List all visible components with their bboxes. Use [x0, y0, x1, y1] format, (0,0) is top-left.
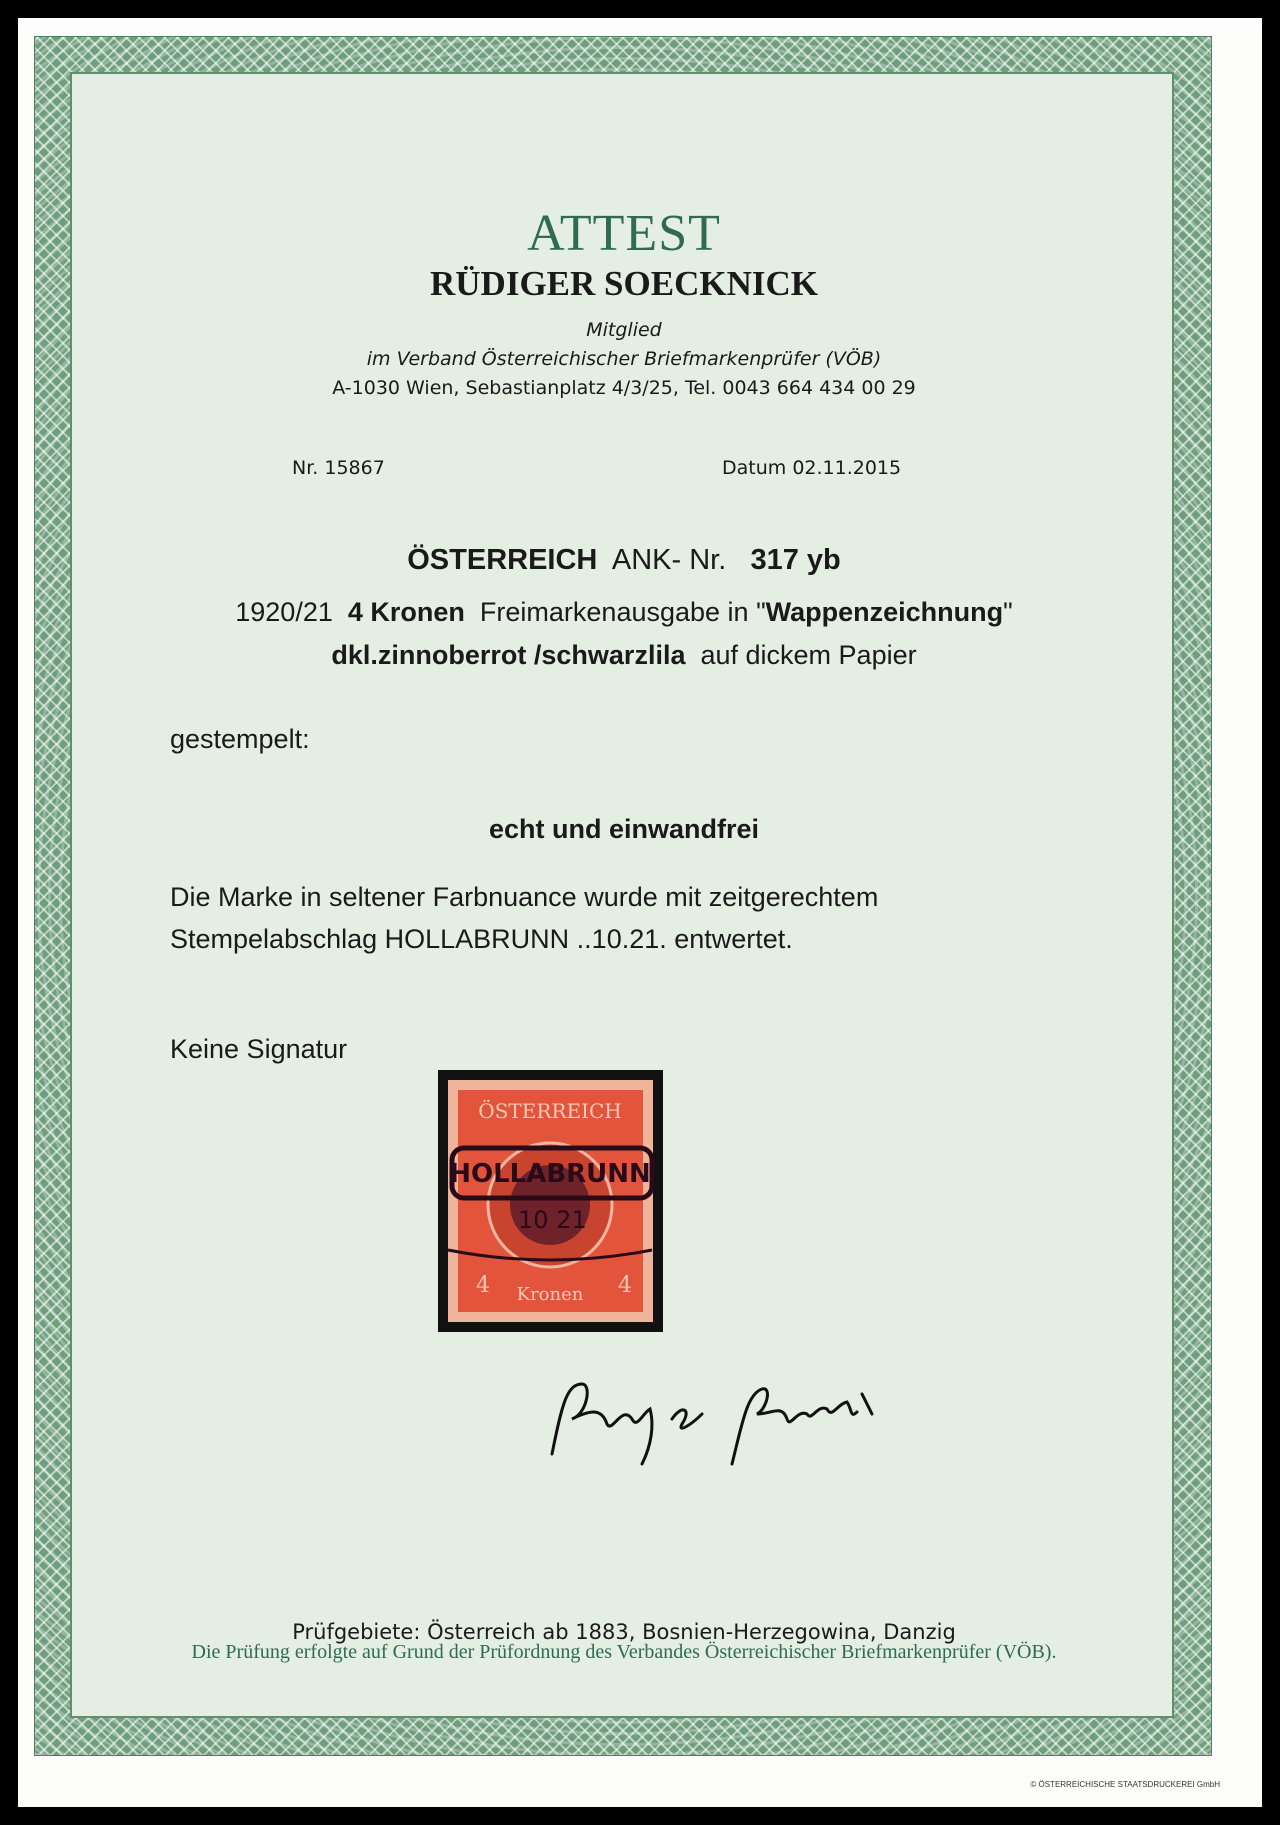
signature-note: Keine Signatur	[170, 1034, 348, 1064]
svg-text:HOLLABRUNN: HOLLABRUNN	[449, 1159, 651, 1189]
address-line: A-1030 Wien, Sebastianplatz 4/3/25, Tel. 0043 664 434 00 29	[332, 377, 916, 399]
svg-text:4: 4	[476, 1273, 490, 1298]
verdict: echt und einwandfrei	[488, 814, 760, 844]
denomination: 4 Kronen	[347, 597, 465, 627]
certificate-title: ATTEST	[527, 205, 721, 262]
issue-close: "	[1003, 597, 1013, 627]
svg-text:ÖSTERREICH: ÖSTERREICH	[478, 1099, 622, 1123]
stamp-catalog-line	[72, 544, 1176, 577]
remark-line-2: Stempelabschlag HOLLABRUNN ..10.21. entwertet.	[170, 924, 793, 954]
exam-areas: Prüfgebiete: Österreich ab 1883, Bosnien-Herzegowina, Danzig	[292, 1620, 956, 1644]
catalog-label: ANK- Nr.	[611, 544, 727, 576]
svg-text:Kronen: Kronen	[516, 1284, 584, 1305]
stamp-color-line	[72, 640, 1176, 671]
member-label: Mitglied	[586, 319, 662, 341]
handwritten-signature	[532, 1364, 892, 1474]
svg-text:4: 4	[618, 1273, 632, 1298]
issue-year: 1920/21	[235, 597, 333, 627]
status-label: gestempelt:	[170, 724, 310, 754]
association-line: im Verband Österreichischer Briefmarkenprüfer (VÖB)	[366, 348, 882, 370]
paper-type: auf dickem Papier	[700, 640, 917, 670]
issue-text: Freimarkenausgabe in "	[479, 597, 766, 627]
printer-imprint: © ÖSTERREICHISCHE STAATSDRUCKEREI GmbH	[1030, 1780, 1220, 1789]
issue-name: Wappenzeichnung	[765, 597, 1004, 627]
stamp-colors: dkl.zinnoberrot /schwarzlila	[331, 640, 686, 670]
exam-basis: Die Prüfung erfolgte auf Grund der Prüfordnung des Verbandes Österreichischer Briefmarkenprüfer (VÖB).	[191, 1641, 1057, 1663]
certificate-panel	[70, 72, 1174, 1718]
stamp-image	[438, 1070, 663, 1332]
remark-line-1: Die Marke in seltener Farbnuance wurde mit zeitgerechtem	[170, 882, 879, 912]
certificate-number: Nr. 15867	[292, 457, 385, 479]
country: ÖSTERREICH	[407, 544, 598, 576]
catalog-number: 317 yb	[750, 544, 841, 576]
stamp-issue-line	[72, 597, 1176, 628]
certificate-date: Datum 02.11.2015	[722, 457, 902, 479]
examiner-name: RÜDIGER SOECKNICK	[430, 264, 818, 303]
svg-text:10 21: 10 21	[518, 1206, 587, 1234]
